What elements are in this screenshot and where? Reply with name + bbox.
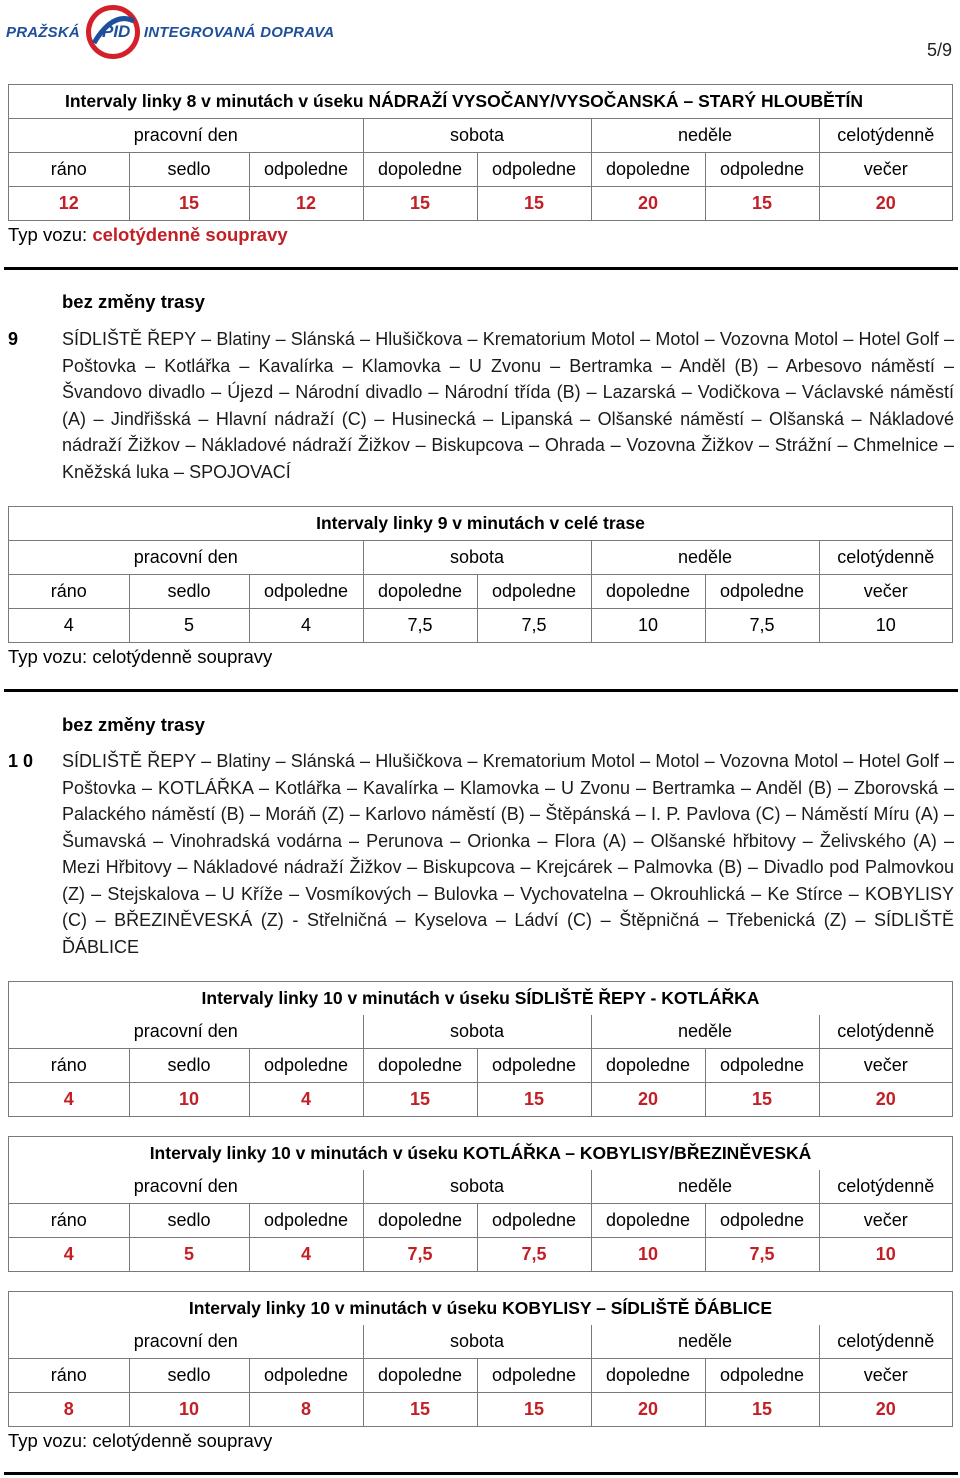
sub-sedlo: sedlo — [129, 1049, 249, 1083]
hdr-sobota: sobota — [363, 1015, 591, 1049]
value-cell: 5 — [129, 609, 249, 643]
sub-vecer: večer — [819, 1049, 952, 1083]
section-divider — [4, 267, 958, 270]
line10-route: SÍDLIŠTĚ ŘEPY – Blatiny – Slánská – Hlušičkova – Krematorium Motol – Motol – Vozovna Motol – Hotel Golf – Poštovka – KOTLÁŘKA – Kotlářka – Kavalírka – Klamovka – U Zvonu – Bertramka – Anděl (B) – Zborovská – Palackého náměstí (B) – Moráň (Z) – Karlovo náměstí (B) – Štěpánská – I. P. Pavlova (C) – Náměstí Míru (A) – Šumavská – Vinohradská vodárna – Perunova – Orionka – Flora (A) – Olšanské hřbitovy – Želivského (A) – Mezi Hřbitovy – Nákladové nádraží Žižkov – Biskupcova – Krejcárek – Palmovka (B) – Divadlo pod Palmovkou (Z) – Stejskalova – U Kříže – Vosmíkových – Bulovka – Vychovatelna – Okrouhlická – Ke Stírce – KOBYLISY (C) – BŘEZINĚVESKÁ (Z) - Střelničná – Kyselova – Ládví (C) – Štěpničná – Třebenická (Z) – SÍDLIŠTĚ ĎÁBLICE — [62, 751, 954, 957]
value-cell: 15 — [477, 1083, 591, 1117]
logo-mark-text: PID — [102, 22, 131, 41]
sub-odpoledne: odpoledne — [705, 1049, 819, 1083]
sub-odpoledne: odpoledne — [249, 1049, 363, 1083]
hdr-nedele: neděle — [591, 1325, 819, 1359]
sub-odpoledne: odpoledne — [477, 153, 591, 187]
typ-value: celotýdenně soupravy — [92, 646, 273, 667]
line10-table3-title: Intervaly linky 10 v minutách v úseku KOBYLISY – SÍDLIŠTĚ ĎÁBLICE — [188, 1298, 773, 1318]
value-cell: 12 — [249, 187, 363, 221]
sub-vecer: večer — [819, 1204, 952, 1238]
value-cell: 4 — [9, 1083, 129, 1117]
sub-dopoledne: dopoledne — [591, 1204, 705, 1238]
sub-dopoledne: dopoledne — [363, 575, 477, 609]
hdr-sobota: sobota — [363, 541, 591, 575]
value-cell: 20 — [591, 1393, 705, 1427]
sub-sedlo: sedlo — [129, 153, 249, 187]
value-cell: 15 — [363, 1393, 477, 1427]
line9-subhead: bez změny trasy — [62, 291, 205, 312]
hdr-pracovni-den: pracovní den — [9, 1325, 363, 1359]
value-cell: 20 — [819, 1393, 952, 1427]
typ-label: Typ vozu: — [8, 646, 88, 667]
page-number: 5/9 — [926, 40, 952, 60]
line8-interval-table — [8, 84, 953, 221]
section-divider — [4, 1472, 958, 1475]
hdr-celotydenne: celotýdenně — [837, 1176, 935, 1196]
sub-dopoledne: dopoledne — [591, 1049, 705, 1083]
sub-odpoledne: odpoledne — [249, 575, 363, 609]
sub-rano: ráno — [9, 1204, 129, 1238]
hdr-pracovni-den: pracovní den — [9, 119, 363, 153]
value-cell: 10 — [591, 609, 705, 643]
line10-vehicle-type — [8, 1430, 272, 1452]
value-cell: 4 — [249, 1238, 363, 1272]
value-cell: 10 — [819, 1238, 952, 1272]
value-cell: 20 — [591, 1083, 705, 1117]
line8-vehicle-type — [8, 224, 288, 246]
hdr-nedele: neděle — [591, 1015, 819, 1049]
value-cell: 20 — [819, 187, 952, 221]
line9-table-title: Intervaly linky 9 v minutách v celé trase — [316, 513, 645, 533]
section-divider — [4, 689, 958, 692]
sub-rano: ráno — [9, 1049, 129, 1083]
sub-vecer: večer — [819, 1359, 952, 1393]
brand-left-text: PRAŽSKÁ — [6, 23, 80, 41]
value-cell: 7,5 — [477, 1238, 591, 1272]
value-cell: 15 — [129, 187, 249, 221]
line10-number: 1 0 — [8, 751, 34, 771]
pid-logo — [6, 2, 334, 62]
sub-dopoledne: dopoledne — [591, 575, 705, 609]
hdr-nedele: neděle — [591, 541, 819, 575]
value-cell: 7,5 — [477, 609, 591, 643]
hdr-celotydenne: celotýdenně — [819, 119, 952, 153]
value-cell: 15 — [705, 1083, 819, 1117]
sub-odpoledne: odpoledne — [477, 1049, 591, 1083]
value-cell: 7,5 — [705, 1238, 819, 1272]
value-cell: 8 — [249, 1393, 363, 1427]
typ-label: Typ vozu: — [8, 224, 88, 245]
hdr-celotydenne: celotýdenně — [837, 1021, 935, 1041]
sub-odpoledne: odpoledne — [477, 575, 591, 609]
line8-table-title: Intervaly linky 8 v minutách v úseku NÁDRAŽÍ VYSOČANY/VYSOČANSKÁ – STARÝ HLOUBĚTÍN — [65, 91, 864, 111]
hdr-nedele: neděle — [591, 119, 819, 153]
line10-table2-title: Intervaly linky 10 v minutách v úseku KOTLÁŘKA – KOBYLISY/BŘEZINĚVESKÁ — [149, 1143, 812, 1163]
value-cell: 15 — [705, 187, 819, 221]
value-cell: 7,5 — [363, 609, 477, 643]
line9-interval-table — [8, 506, 953, 643]
sub-rano: ráno — [9, 1359, 129, 1393]
typ-value: celotýdenně soupravy — [92, 224, 288, 245]
sub-odpoledne: odpoledne — [705, 575, 819, 609]
sub-odpoledne: odpoledne — [477, 1204, 591, 1238]
line10-interval-table-3 — [8, 1291, 953, 1427]
sub-odpoledne: odpoledne — [249, 153, 363, 187]
sub-sedlo: sedlo — [129, 575, 249, 609]
line9-vehicle-type — [8, 646, 272, 668]
hdr-sobota: sobota — [363, 1170, 591, 1204]
value-cell: 10 — [819, 609, 952, 643]
sub-odpoledne: odpoledne — [705, 1204, 819, 1238]
sub-dopoledne: dopoledne — [363, 153, 477, 187]
sub-rano: ráno — [9, 575, 129, 609]
hdr-pracovni-den: pracovní den — [9, 541, 363, 575]
value-cell: 12 — [9, 187, 129, 221]
line9-route: SÍDLIŠTĚ ŘEPY – Blatiny – Slánská – Hlušičkova – Krematorium Motol – Motol – Vozovna Motol – Hotel Golf – Poštovka – Kotlářka – Kavalírka – Klamovka – U Zvonu – Bertramka – Anděl (B) – Arbesovo náměstí – Švandovo divadlo – Újezd – Národní divadlo – Národní třída (B) – Lazarská – Vodičkova – Václavské náměstí (A) – Jindřišská – Hlavní nádraží (C) – Husinecká – Lipanská – Olšanské náměstí – Olšanská – Nákladové nádraží Žižkov – Nákladové nádraží Žižkov – Biskupcova – Ohrada – Vozovna Žižkov – Strážní – Chmelnice – Kněžská luka – SPOJOVACÍ — [62, 329, 954, 482]
value-cell: 15 — [477, 187, 591, 221]
line9-number: 9 — [8, 329, 19, 349]
sub-sedlo: sedlo — [129, 1359, 249, 1393]
hdr-sobota: sobota — [363, 1325, 591, 1359]
sub-odpoledne: odpoledne — [249, 1359, 363, 1393]
typ-value: celotýdenně soupravy — [92, 1430, 273, 1451]
value-cell: 10 — [129, 1083, 249, 1117]
line10-subhead: bez změny trasy — [62, 714, 205, 735]
value-cell: 4 — [9, 609, 129, 643]
sub-odpoledne: odpoledne — [705, 1359, 819, 1393]
value-cell: 15 — [363, 1083, 477, 1117]
hdr-sobota: sobota — [363, 119, 591, 153]
sub-odpoledne: odpoledne — [705, 153, 819, 187]
line10-interval-table-2 — [8, 1136, 953, 1272]
sub-odpoledne: odpoledne — [477, 1359, 591, 1393]
value-cell: 5 — [129, 1238, 249, 1272]
value-cell: 15 — [705, 1393, 819, 1427]
value-cell: 4 — [9, 1238, 129, 1272]
line10-interval-table-1 — [8, 981, 953, 1117]
hdr-pracovni-den: pracovní den — [9, 1170, 363, 1204]
sub-sedlo: sedlo — [129, 1204, 249, 1238]
typ-label: Typ vozu: — [8, 1430, 88, 1451]
sub-dopoledne: dopoledne — [363, 1359, 477, 1393]
sub-vecer: večer — [819, 153, 952, 187]
value-cell: 8 — [9, 1393, 129, 1427]
hdr-nedele: neděle — [591, 1170, 819, 1204]
hdr-pracovni-den: pracovní den — [9, 1015, 363, 1049]
value-cell: 7,5 — [705, 609, 819, 643]
sub-odpoledne: odpoledne — [249, 1204, 363, 1238]
sub-dopoledne: dopoledne — [363, 1049, 477, 1083]
value-cell: 20 — [591, 187, 705, 221]
line10-table1-title: Intervaly linky 10 v minutách v úseku SÍDLIŠTĚ ŘEPY - KOTLÁŘKA — [201, 988, 760, 1008]
value-cell: 15 — [477, 1393, 591, 1427]
page-header — [0, 0, 960, 66]
value-cell: 4 — [249, 1083, 363, 1117]
value-cell: 10 — [591, 1238, 705, 1272]
hdr-celotydenne: celotýdenně — [837, 1331, 935, 1351]
value-cell: 15 — [363, 187, 477, 221]
brand-right-text: INTEGROVANÁ DOPRAVA — [143, 23, 335, 41]
sub-vecer: večer — [819, 575, 952, 609]
hdr-celotydenne: celotýdenně — [819, 541, 952, 575]
sub-dopoledne: dopoledne — [591, 1359, 705, 1393]
value-cell: 7,5 — [363, 1238, 477, 1272]
sub-dopoledne: dopoledne — [363, 1204, 477, 1238]
value-cell: 10 — [129, 1393, 249, 1427]
sub-rano: ráno — [9, 153, 129, 187]
value-cell: 20 — [819, 1083, 952, 1117]
sub-dopoledne: dopoledne — [591, 153, 705, 187]
value-cell: 4 — [249, 609, 363, 643]
